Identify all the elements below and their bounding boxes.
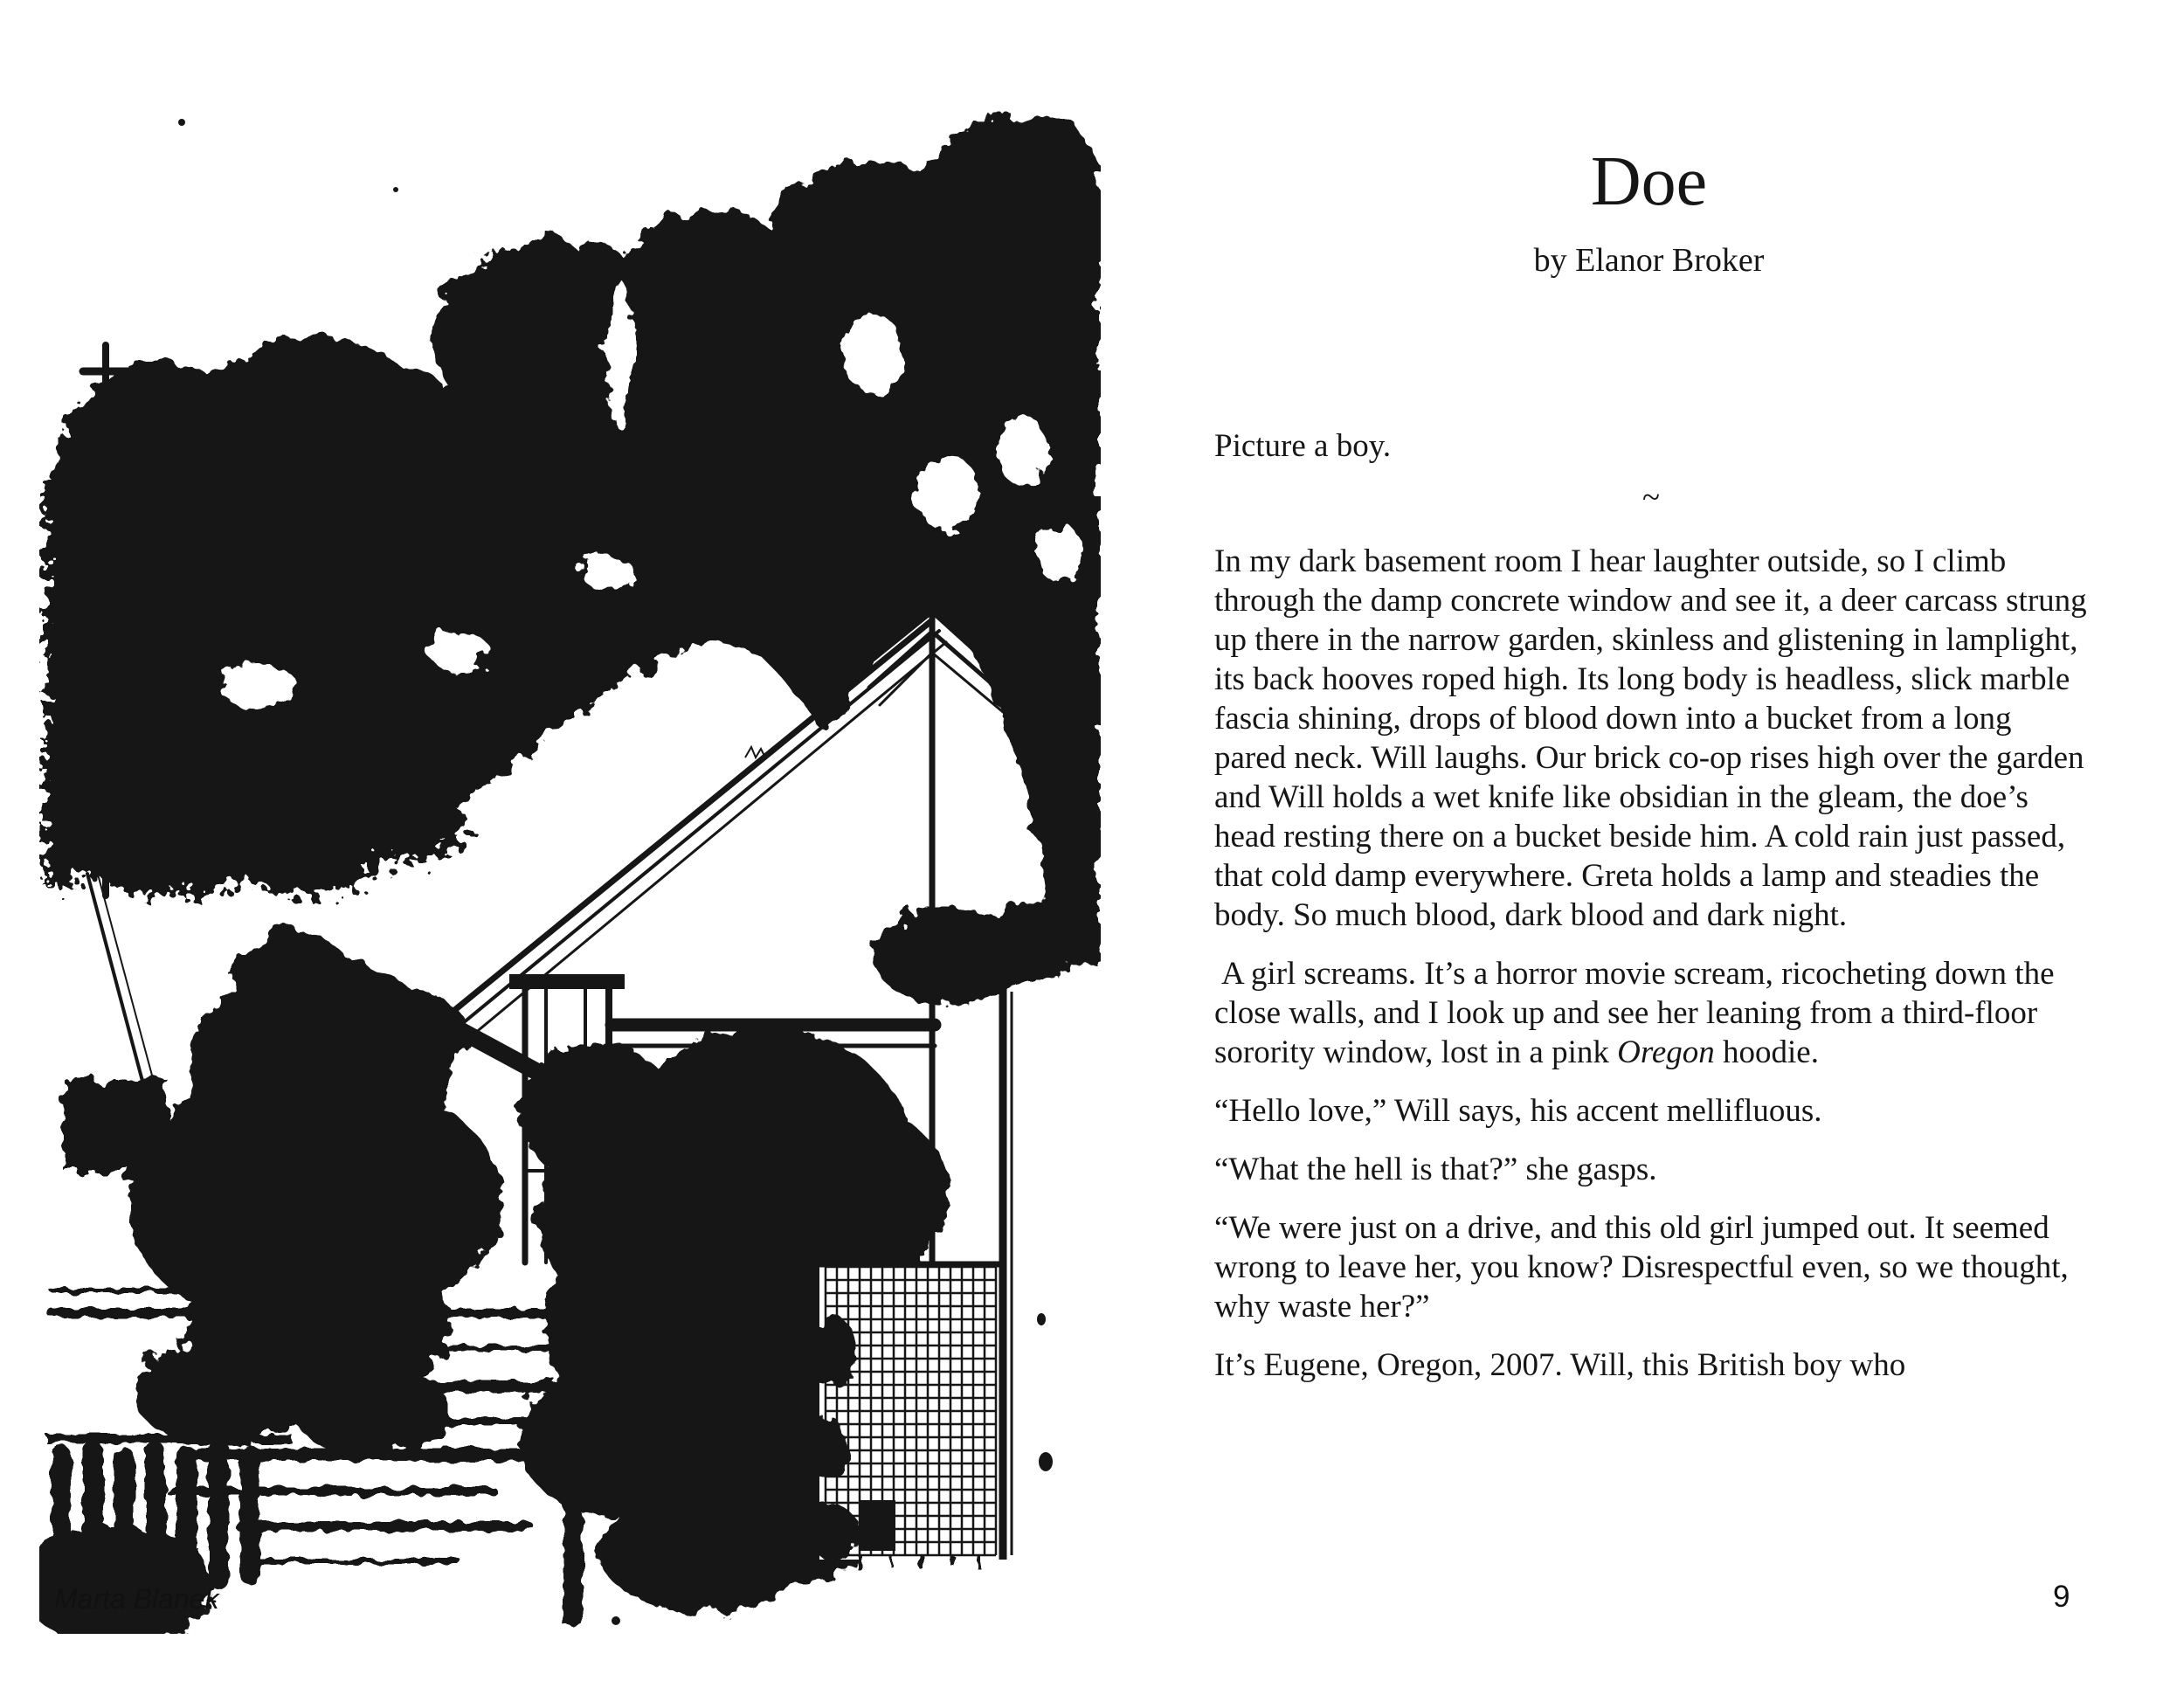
page-number: 9 bbox=[2053, 1580, 2070, 1614]
section-separator: ~ bbox=[1641, 480, 1661, 515]
story-paragraph-6: It’s Eugene, Oregon, 2007. Will, this British boy who bbox=[1214, 1347, 1906, 1383]
byline: by Elanor Broker bbox=[1533, 242, 1765, 279]
left-blob bbox=[64, 1079, 167, 1171]
ink-drawing bbox=[39, 83, 1101, 1634]
paragraph-2-italic-word: Oregon bbox=[1617, 1034, 1715, 1070]
story-paragraph-3: “Hello love,” Will says, his accent mellifluous. bbox=[1214, 1093, 1822, 1129]
paragraph-2-text: A girl screams. It’s a horror movie scream, ricocheting down the close walls, and I look up and see her leaning from a third-floor sorority window, lost in a pink bbox=[1214, 956, 2055, 1070]
mesh-dark-patch bbox=[859, 1500, 895, 1551]
story-body bbox=[1214, 426, 2088, 1404]
opening-line: Picture a boy. bbox=[1214, 428, 1392, 464]
post-cap-block bbox=[967, 913, 1046, 983]
paragraph-2-tail: hoodie. bbox=[1714, 1034, 1819, 1070]
page-title: Doe bbox=[1590, 143, 1708, 220]
story-paragraph-1: In my dark basement room I hear laughter outside, so I climb through the damp concrete window and see it, a deer carcass strung up there in the narrow garden, skinless and glistening in lamplight, its back hooves roped high. Its long body is headless, slick marble fascia shining, drops of blood down into a bucket from a long pared neck. Will laughs. Our brick co-op rises high over the garden and Will holds a wet knife like obsidian in the gleam, the doe’s head resting there on a bucket beside him. A cold rain just passed, that cold damp everywhere. Greta holds a lamp and steadies the body. So much blood, dark blood and dark night. bbox=[1214, 543, 2087, 933]
story-paragraph-2 bbox=[1214, 954, 2088, 1072]
story-paragraph-5: “We were just on a drive, and this old girl jumped out. It seemed wrong to leave her, you know? Disrespectful even, so we thought, why waste her?” bbox=[1214, 1210, 2069, 1325]
illustration bbox=[39, 83, 1101, 1634]
story-paragraph-4: “What the hell is that?” she gasps. bbox=[1214, 1152, 1657, 1187]
artist-credit: Marta Blanek bbox=[54, 1583, 219, 1615]
